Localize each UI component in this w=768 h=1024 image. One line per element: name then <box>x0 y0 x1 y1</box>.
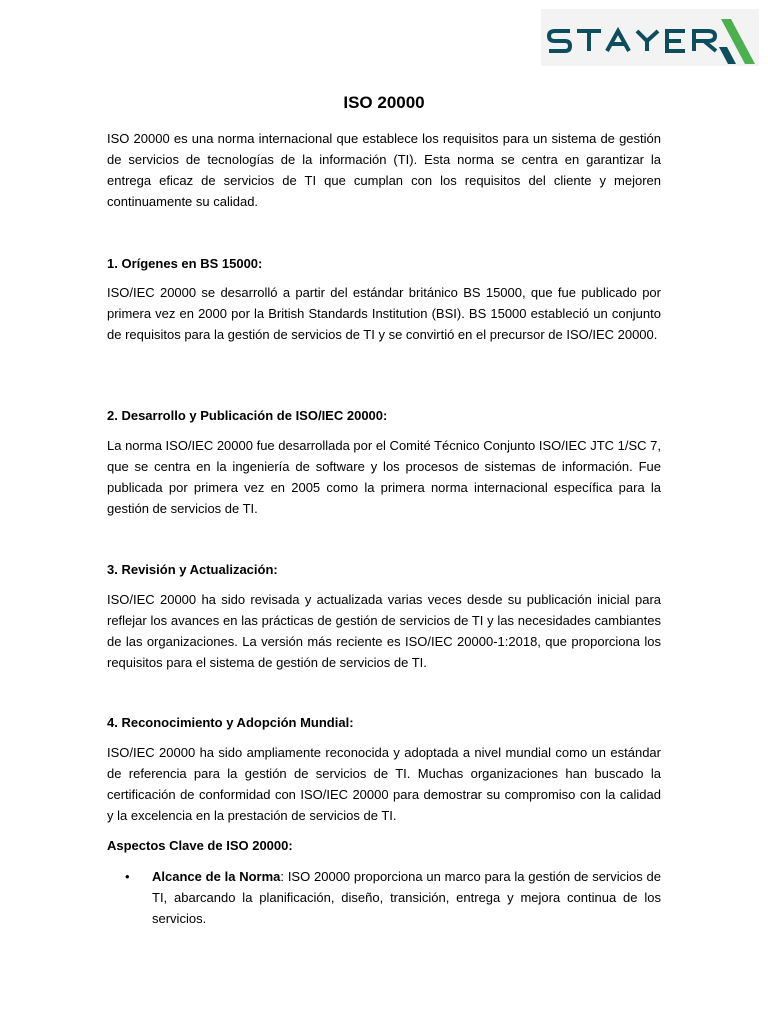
section-2-body: La norma ISO/IEC 20000 fue desarrollada por el Comité Técnico Conjunto ISO/IEC JTC 1/SC 7, que se centra en la ingeniería de software y los procesos de sistemas de información. Fue publicada por primera vez en 2005 como la primera norma internacional específica para la gestión de servicios de TI. <box>107 438 661 516</box>
section-3-heading: 3. Revisión y Actualización: <box>107 562 278 577</box>
section-3-body: ISO/IEC 20000 ha sido revisada y actualizada varias veces desde su publicación inicial para reflejar los avances en las prácticas de gestión de servicios de TI y las necesidades cambiantes de las organizaciones. La versión más reciente es ISO/IEC 20000-1:2018, que proporciona los requisitos para el sistema de gestión de servicios de TI. <box>107 592 661 670</box>
bullet-text <box>152 866 661 929</box>
bullet-description: : ISO 20000 proporciona un marco para la gestión de servicios de TI, abarcando la planificación, diseño, transición, entrega y mejora continua de los servicios. <box>152 869 662 926</box>
section-4-heading: 4. Reconocimiento y Adopción Mundial: <box>107 715 354 730</box>
intro-paragraph: ISO 20000 es una norma internacional que establece los requisitos para un sistema de gestión de servicios de tecnologías de la información (TI). Esta norma se centra en garantizar la entrega eficaz de servicios de TI que cumplan con los requisitos del cliente y mejoren continuamente su calidad. <box>107 131 661 209</box>
section-1-heading: 1. Orígenes en BS 15000: <box>107 256 263 271</box>
bullet-icon: • <box>125 869 130 884</box>
section-4-body: ISO/IEC 20000 ha sido ampliamente reconocida y adoptada a nivel mundial como un estándar de referencia para la gestión de servicios de TI. Muchas organizaciones han buscado la certificación de conformidad con ISO/IEC 20000 para demostrar su compromiso con la calidad y la excelencia en la prestación de servicios de TI. <box>107 745 661 823</box>
section-1-body: ISO/IEC 20000 se desarrolló a partir del estándar británico BS 15000, que fue publicado por primera vez en 2000 por la British Standards Institution (BSI). BS 15000 estableció un conjunto de requisitos para la gestión de servicios de TI y se convirtió en el precursor de ISO/IEC 20000. <box>107 285 661 342</box>
section-2-heading: 2. Desarrollo y Publicación de ISO/IEC 20000: <box>107 408 388 423</box>
stayer-logo-mark <box>541 9 759 66</box>
document-title: ISO 20000 <box>343 93 425 112</box>
key-aspects-heading: Aspectos Clave de ISO 20000: <box>107 838 293 853</box>
bullet-term: Alcance de la Norma <box>152 869 281 884</box>
stayer-logo <box>541 9 759 66</box>
